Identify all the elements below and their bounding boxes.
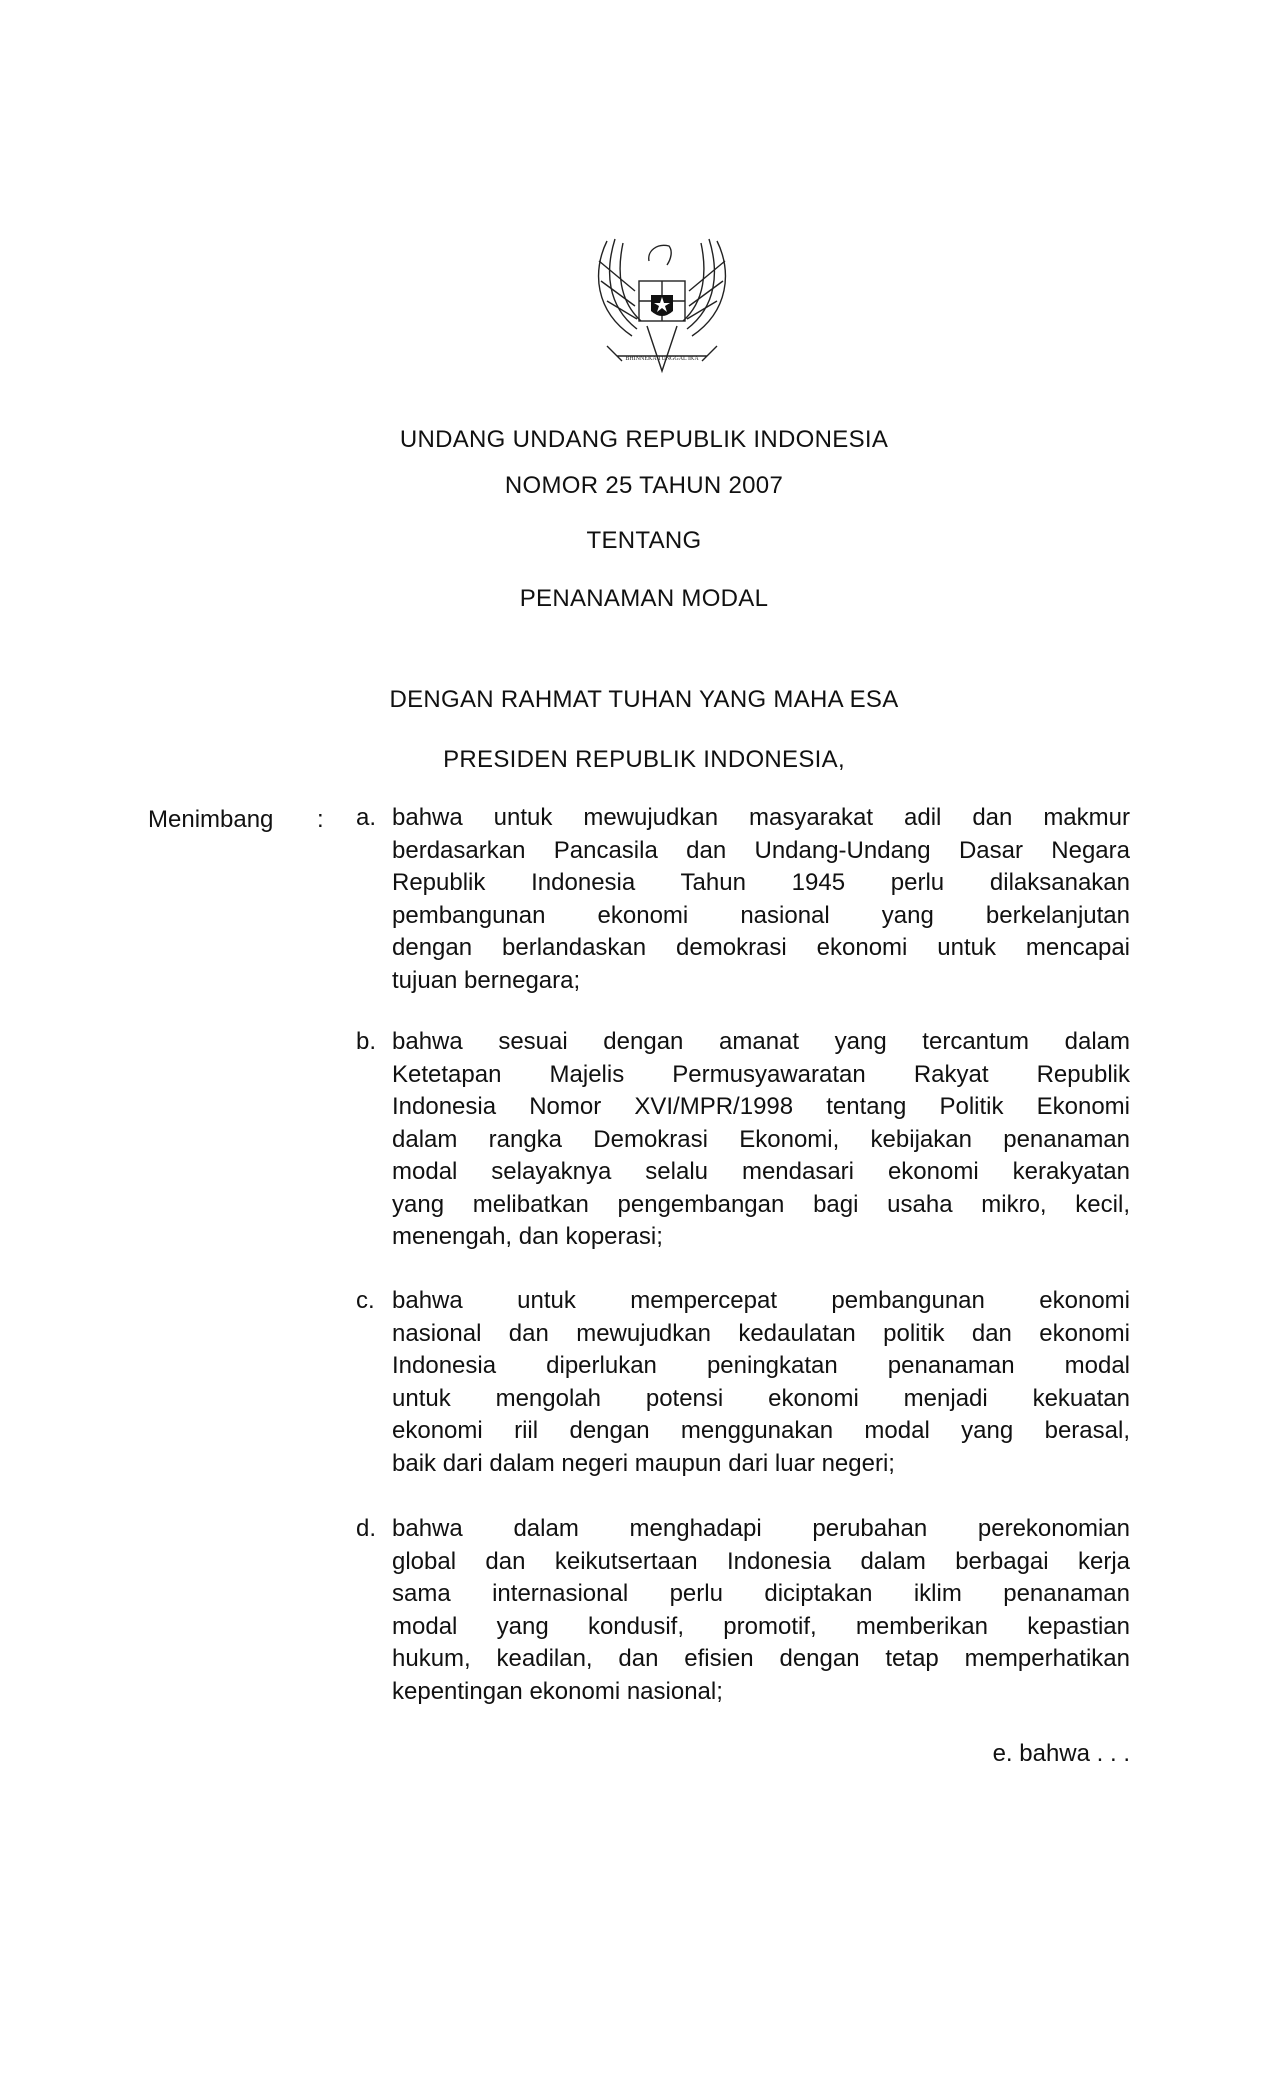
item-marker: c. xyxy=(356,1287,375,1314)
item-text-line: dengan berlandaskan demokrasi ekonomi untuk mencapai xyxy=(392,934,1130,961)
item-text-line: bahwa untuk mewujudkan masyarakat adil dan makmur xyxy=(392,804,1130,831)
item-text-line: bahwa untuk mempercepat pembangunan ekonomi xyxy=(392,1287,1130,1314)
continuation-marker: e. bahwa . . . xyxy=(992,1740,1130,1767)
consideration-item xyxy=(356,1026,1130,1254)
garuda-emblem-icon xyxy=(587,221,737,383)
law-title: UNDANG UNDANG REPUBLIK INDONESIA xyxy=(399,426,889,453)
item-text-line: hukum, keadilan, dan efisien dengan tetap memperhatikan xyxy=(392,1645,1130,1672)
item-text-line: tujuan bernegara; xyxy=(392,966,581,994)
item-text-line: yang melibatkan pengembangan bagi usaha mikro, kecil, xyxy=(392,1190,1130,1218)
consideration-item xyxy=(356,802,1130,997)
item-text-line: kepentingan ekonomi nasional; xyxy=(392,1677,723,1705)
item-text-line: berdasarkan Pancasila dan Undang-Undang Dasar Negara xyxy=(392,836,1130,864)
preamble-invocation: DENGAN RAHMAT TUHAN YANG MAHA ESA xyxy=(389,686,899,713)
item-text-line: sama internasional perlu diciptakan iklim penanaman xyxy=(392,1580,1130,1607)
item-text-line: Indonesia Nomor XVI/MPR/1998 tentang Politik Ekonomi xyxy=(392,1093,1130,1120)
about-label: TENTANG xyxy=(586,527,702,554)
item-text-line: global dan keikutsertaan Indonesia dalam berbagai kerja xyxy=(392,1547,1130,1575)
law-number: NOMOR 25 TAHUN 2007 xyxy=(504,472,784,499)
item-text-line: Indonesia diperlukan peningkatan penanaman modal xyxy=(392,1352,1130,1379)
item-text-line: bahwa dalam menghadapi perubahan perekonomian xyxy=(392,1515,1130,1542)
law-subject: PENANAMAN MODAL xyxy=(519,585,769,612)
item-text-line: baik dari dalam negeri maupun dari luar negeri; xyxy=(392,1449,895,1477)
item-text-line: untuk mengolah potensi ekonomi menjadi kekuatan xyxy=(392,1384,1130,1412)
item-text-line: bahwa sesuai dengan amanat yang tercantum dalam xyxy=(392,1028,1130,1055)
item-marker: d. xyxy=(356,1515,377,1542)
item-text-line: pembangunan ekonomi nasional yang berkelanjutan xyxy=(392,901,1130,929)
consideration-item xyxy=(356,1285,1130,1480)
item-text-line: dalam rangka Demokrasi Ekonomi, kebijakan penanaman xyxy=(392,1125,1130,1153)
menimbang-colon: : xyxy=(317,806,324,833)
item-text-line: Ketetapan Majelis Permusyawaratan Rakyat Republik xyxy=(392,1060,1130,1088)
consideration-item xyxy=(356,1513,1130,1708)
item-text-line: nasional dan mewujudkan kedaulatan politik dan ekonomi xyxy=(392,1319,1130,1347)
item-text-line: Republik Indonesia Tahun 1945 perlu dilaksanakan xyxy=(392,869,1130,896)
president-heading: PRESIDEN REPUBLIK INDONESIA, xyxy=(443,746,845,773)
item-text-line: ekonomi riil dengan menggunakan modal yang berasal, xyxy=(392,1417,1130,1444)
item-marker: a. xyxy=(356,804,377,831)
menimbang-label: Menimbang xyxy=(148,806,274,833)
item-marker: b. xyxy=(356,1028,377,1055)
emblem-motto: BHINNEKA TUNGGAL IKA xyxy=(625,356,699,362)
item-text-line: modal yang kondusif, promotif, memberikan kepastian xyxy=(392,1612,1130,1640)
item-text-line: modal selayaknya selalu mendasari ekonomi kerakyatan xyxy=(392,1158,1130,1185)
item-text-line: menengah, dan koperasi; xyxy=(392,1223,663,1250)
